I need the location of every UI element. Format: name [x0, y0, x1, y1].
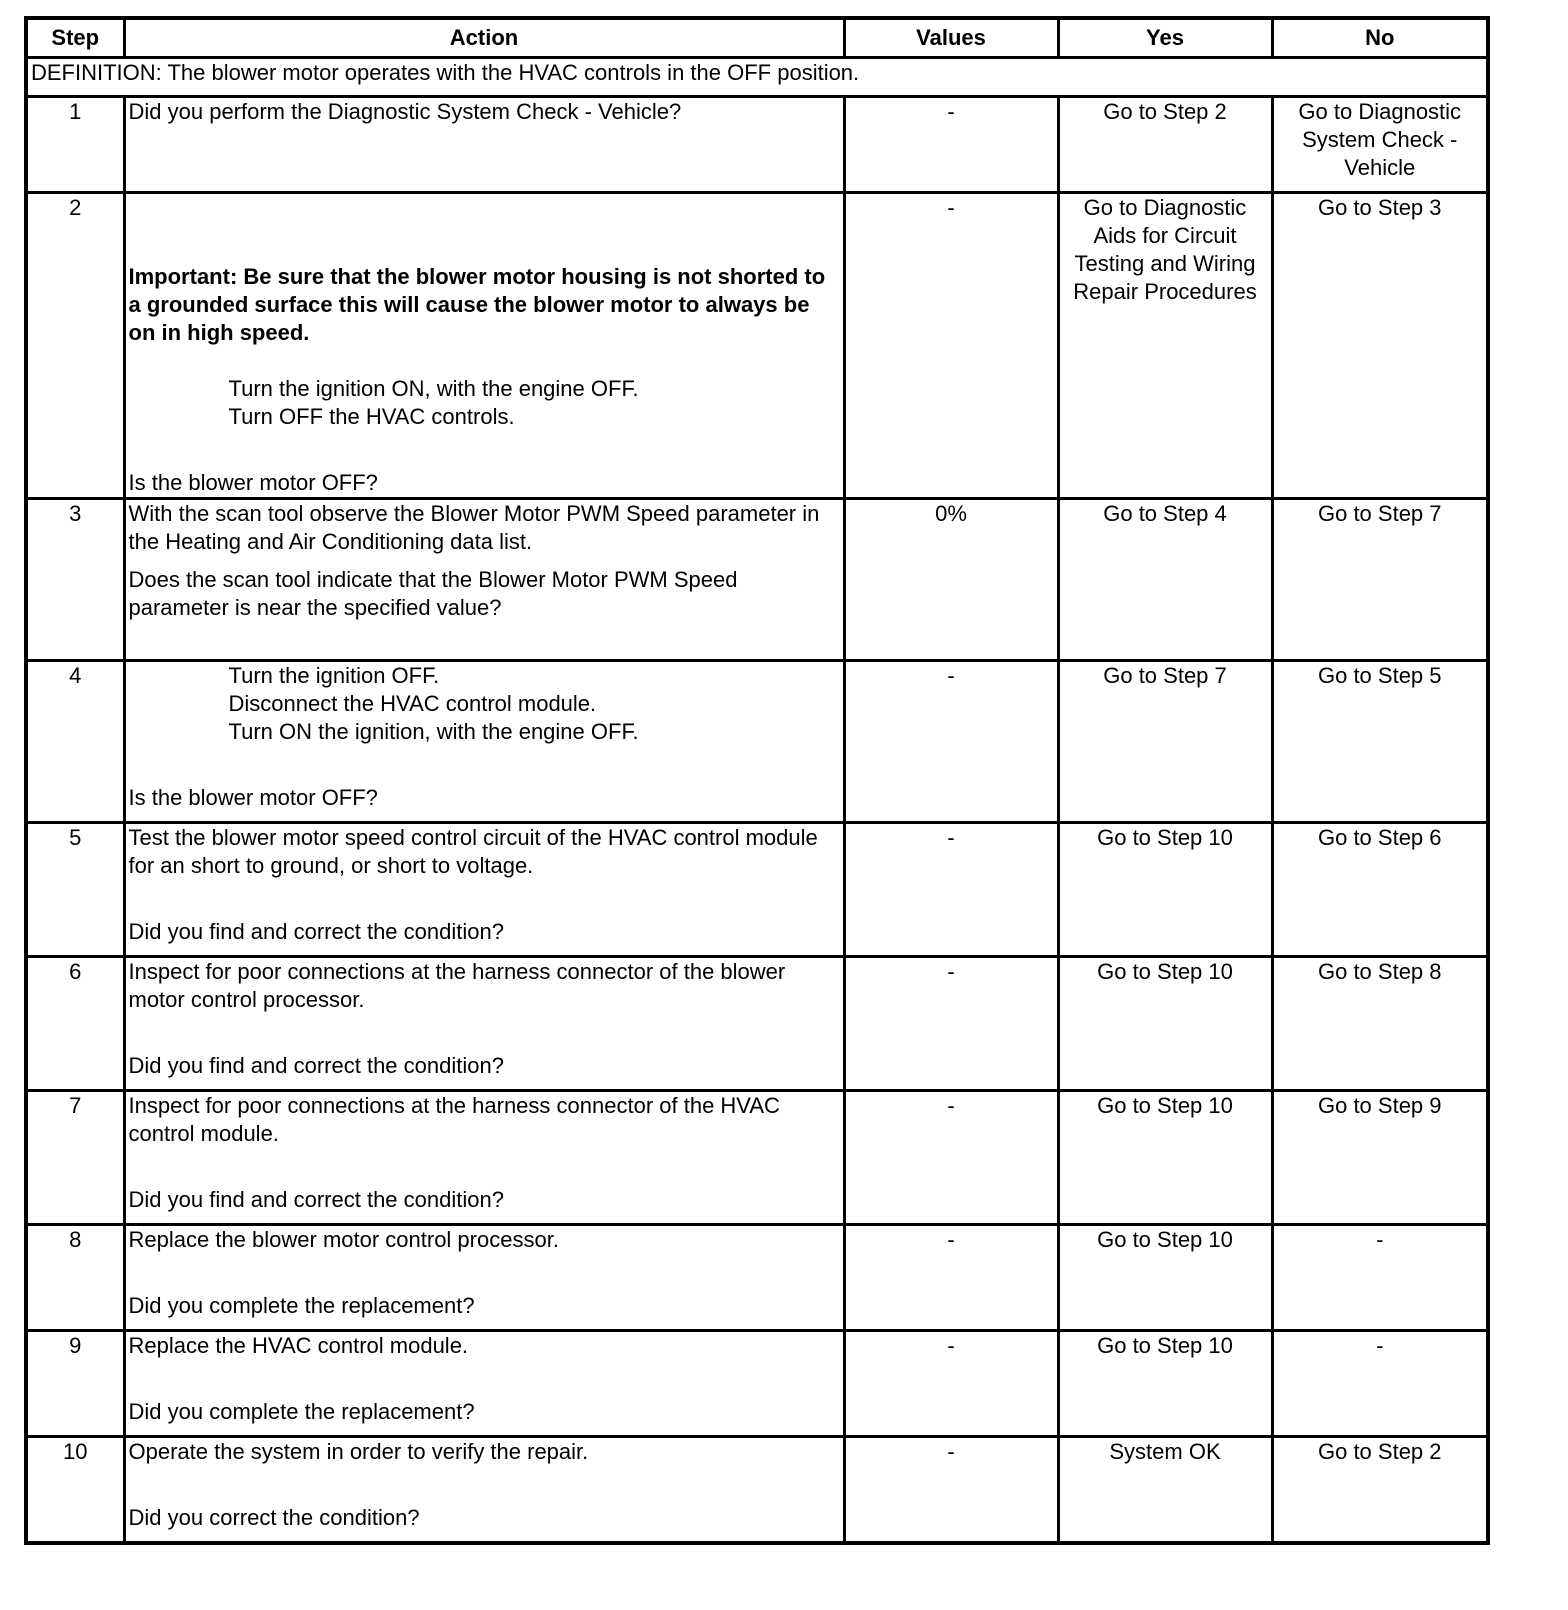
- step-number: 7: [26, 1091, 124, 1225]
- step-number: 4: [26, 661, 124, 823]
- header-no: No: [1272, 18, 1488, 58]
- value-cell: 0%: [844, 499, 1058, 661]
- step-number: 2: [26, 193, 124, 499]
- no-cell: Go to Step 9: [1272, 1091, 1488, 1225]
- action-cell: [124, 97, 844, 193]
- question-text: Is the blower motor OFF?: [128, 470, 378, 495]
- value-cell: -: [844, 957, 1058, 1091]
- substep: Turn the ignition OFF.: [228, 663, 440, 688]
- yes-cell: System OK: [1058, 1437, 1272, 1543]
- diagnostic-table: [24, 16, 1490, 1545]
- table-row: [26, 661, 1488, 823]
- question-text: Did you find and correct the condition?: [128, 1187, 504, 1212]
- yes-cell: Go to Step 10: [1058, 823, 1272, 957]
- step-number: 10: [26, 1437, 124, 1543]
- no-cell: Go to Step 6: [1272, 823, 1488, 957]
- action-cell: [124, 1091, 844, 1225]
- yes-cell: Go to Diagnostic Aids for Circuit Testing and Wiring Repair Procedures: [1058, 193, 1272, 499]
- substep: Turn OFF the HVAC controls.: [228, 404, 515, 429]
- action-text: Operate the system in order to verify the repair.: [128, 1439, 589, 1464]
- action-cell: [124, 957, 844, 1091]
- no-cell: Go to Step 3: [1272, 193, 1488, 499]
- step-number: 9: [26, 1331, 124, 1437]
- action-cell: [124, 661, 844, 823]
- action-cell: [124, 193, 844, 499]
- yes-cell: Go to Step 7: [1058, 661, 1272, 823]
- table-row: [26, 1091, 1488, 1225]
- yes-cell: Go to Step 10: [1058, 957, 1272, 1091]
- no-cell: Go to Step 7: [1272, 499, 1488, 661]
- header-values: Values: [844, 18, 1058, 58]
- value-cell: -: [844, 193, 1058, 499]
- action-cell: [124, 823, 844, 957]
- action-text: With the scan tool observe the Blower Motor PWM Speed parameter in the Heating and Air Conditioning data list.: [128, 501, 820, 554]
- action-cell: [124, 1437, 844, 1543]
- no-cell: Go to Step 2: [1272, 1437, 1488, 1543]
- table-row: [26, 1437, 1488, 1543]
- question-text: Did you complete the replacement?: [128, 1399, 475, 1424]
- action-text: Replace the HVAC control module.: [128, 1333, 469, 1358]
- value-cell: -: [844, 823, 1058, 957]
- header-yes: Yes: [1058, 18, 1272, 58]
- yes-cell: Go to Step 10: [1058, 1225, 1272, 1331]
- step-number: 3: [26, 499, 124, 661]
- step-number: 1: [26, 97, 124, 193]
- header-action: Action: [124, 18, 844, 58]
- substep: Disconnect the HVAC control module.: [228, 691, 597, 716]
- value-cell: -: [844, 1331, 1058, 1437]
- question-text: Did you find and correct the condition?: [128, 1053, 504, 1078]
- action-text: Inspect for poor connections at the harness connector of the HVAC control module.: [128, 1093, 780, 1146]
- action-text: Did you perform the Diagnostic System Check - Vehicle?: [128, 99, 682, 124]
- action-cell: [124, 499, 844, 661]
- table-row: [26, 193, 1488, 499]
- value-cell: -: [844, 1437, 1058, 1543]
- question-text: Did you correct the condition?: [128, 1505, 420, 1530]
- no-cell: -: [1272, 1331, 1488, 1437]
- question-text: Did you complete the replacement?: [128, 1293, 475, 1318]
- definition-text: DEFINITION: The blower motor operates with the HVAC controls in the OFF position.: [26, 58, 1488, 97]
- step-number: 5: [26, 823, 124, 957]
- yes-cell: Go to Step 4: [1058, 499, 1272, 661]
- no-cell: Go to Diagnostic System Check - Vehicle: [1272, 97, 1488, 193]
- action-text: Replace the blower motor control processor.: [128, 1227, 559, 1252]
- question-text: Is the blower motor OFF?: [128, 785, 378, 810]
- no-cell: -: [1272, 1225, 1488, 1331]
- table-row: [26, 499, 1488, 661]
- value-cell: -: [844, 97, 1058, 193]
- no-cell: Go to Step 8: [1272, 957, 1488, 1091]
- table-row: [26, 1225, 1488, 1331]
- substep: Turn ON the ignition, with the engine OFF.: [228, 719, 639, 744]
- header-step: Step: [26, 18, 124, 58]
- important-note: Important: Be sure that the blower motor housing is not shorted to a grounded surface this will cause the blower motor to always be on in high speed.: [128, 264, 826, 345]
- table-row: [26, 97, 1488, 193]
- table-row: [26, 957, 1488, 1091]
- question-text: Does the scan tool indicate that the Blower Motor PWM Speed parameter is near the specified value?: [128, 567, 738, 620]
- substep: Turn the ignition ON, with the engine OFF.: [228, 376, 639, 401]
- yes-cell: Go to Step 10: [1058, 1091, 1272, 1225]
- definition-row: [26, 58, 1488, 97]
- table-row: [26, 823, 1488, 957]
- action-cell: [124, 1225, 844, 1331]
- step-number: 8: [26, 1225, 124, 1331]
- value-cell: -: [844, 1091, 1058, 1225]
- step-number: 6: [26, 957, 124, 1091]
- action-cell: [124, 1331, 844, 1437]
- yes-cell: Go to Step 10: [1058, 1331, 1272, 1437]
- header-row: [26, 18, 1488, 58]
- value-cell: -: [844, 1225, 1058, 1331]
- action-text: Test the blower motor speed control circuit of the HVAC control module for an short to ground, or short to voltage.: [128, 825, 818, 878]
- action-text: Inspect for poor connections at the harness connector of the blower motor control processor.: [128, 959, 786, 1012]
- value-cell: -: [844, 661, 1058, 823]
- question-text: Did you find and correct the condition?: [128, 919, 504, 944]
- table-row: [26, 1331, 1488, 1437]
- yes-cell: Go to Step 2: [1058, 97, 1272, 193]
- no-cell: Go to Step 5: [1272, 661, 1488, 823]
